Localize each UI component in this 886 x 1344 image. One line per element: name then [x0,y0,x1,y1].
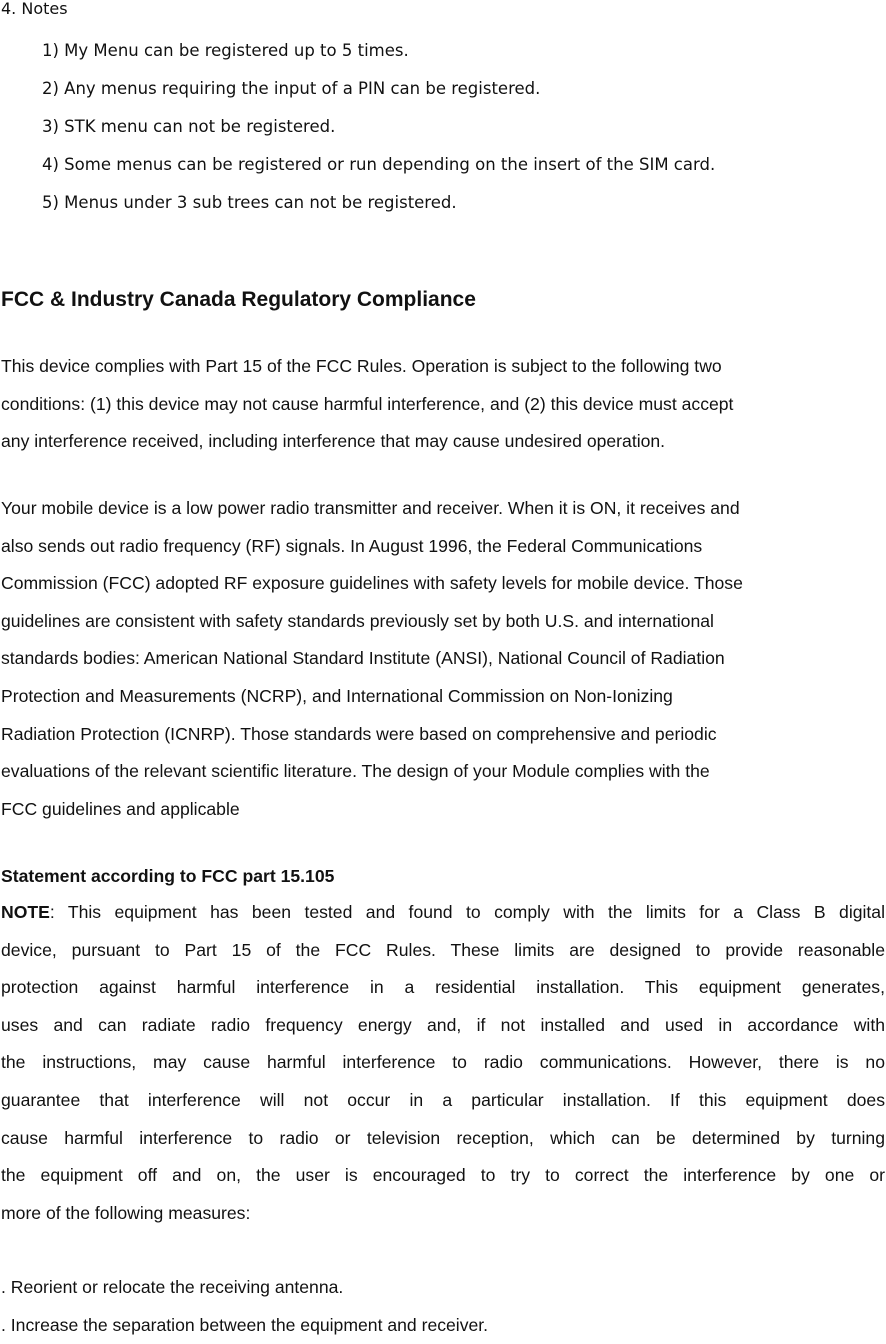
paragraph-line: cause harmful interference to radio or television reception, which can be determined by turning [1,1127,885,1148]
paragraph-line: Radiation Protection (ICNRP). Those standards were based on comprehensive and periodic [1,723,717,744]
paragraph-line: This device complies with Part 15 of the FCC Rules. Operation is subject to the following two [1,356,722,376]
note-item: 3) STK menu can not be registered. [42,117,336,136]
paragraph-line: standards bodies: American National Standard Institute (ANSI), National Council of Radiation [1,648,725,669]
paragraph-line: Commission (FCC) adopted RF exposure guidelines with safety levels for mobile device. Those [1,573,743,594]
note-item: 1) My Menu can be registered up to 5 times. [42,41,409,60]
paragraph-line: device, pursuant to Part 15 of the FCC Rules. These limits are designed to provide reasonable [1,939,885,960]
paragraph-line: FCC guidelines and applicable [1,798,240,819]
note-item: 4) Some menus can be registered or run depending on the insert of the SIM card. [42,155,716,174]
paragraph-line: evaluations of the relevant scientific literature. The design of your Module complies with the [1,761,710,782]
note-label: NOTE [1,902,50,922]
paragraph-line: the equipment off and on, the user is encouraged to try to correct the interference by one or [1,1165,885,1186]
measures-list [1,1268,488,1344]
notes-list [42,32,715,222]
paragraph-line: any interference received, including interference that may cause undesired operation. [1,431,666,452]
fcc-heading: FCC & Industry Canada Regulatory Compliance [1,288,476,311]
paragraph-line [1,894,885,932]
paragraph-line: guarantee that interference will not occur in a particular installation. If this equipment does [1,1089,885,1110]
note-item: 5) Menus under 3 sub trees can not be registered. [42,193,457,212]
statement-paragraph [1,894,885,1232]
fcc-compliance-paragraph [1,348,733,461]
paragraph-line: uses and can radiate radio frequency energy and, if not installed and used in accordance with [1,1014,885,1035]
paragraph-line: Protection and Measurements (NCRP), and International Commission on Non-Ionizing [1,685,673,706]
paragraph-line: conditions: (1) this device may not cause harmful interference, and (2) this device must accept [1,393,734,414]
measure-item: . Increase the separation between the equipment and receiver. [1,1315,489,1335]
paragraph-line: guidelines are consistent with safety standards previously set by both U.S. and international [1,610,714,631]
paragraph-line: the instructions, may cause harmful interference to radio communications. However, there is no [1,1052,885,1073]
paragraph-line: more of the following measures: [1,1202,251,1223]
notes-title: 4. Notes [1,0,68,18]
paragraph-line: protection against harmful interference in a residential installation. This equipment generates, [1,977,885,998]
note-text: : This equipment has been tested and found to comply with the limits for a Class B digital [49,902,885,922]
paragraph-line: also sends out radio frequency (RF) signals. In August 1996, the Federal Communications [1,535,703,556]
statement-heading: Statement according to FCC part 15.105 [1,866,335,886]
measure-item: . Reorient or relocate the receiving antenna. [1,1277,344,1297]
paragraph-line: Your mobile device is a low power radio transmitter and receiver. When it is ON, it receives and [1,498,740,518]
rf-exposure-paragraph [1,490,743,828]
note-item: 2) Any menus requiring the input of a PIN can be registered. [42,79,541,98]
